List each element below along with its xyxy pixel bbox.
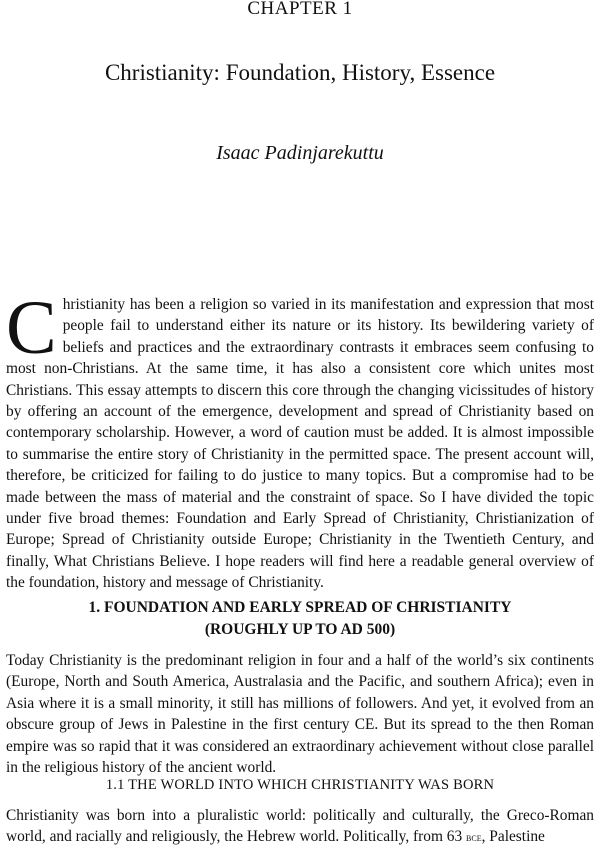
subsection-heading: 1.1 THE WORLD INTO WHICH CHRISTIANITY WAS BORN <box>105 777 495 793</box>
era-abbreviation: bce <box>466 830 482 845</box>
chapter-title: Christianity: Foundation, History, Essence <box>104 60 496 85</box>
subsection-paragraph <box>6 805 594 849</box>
intro-paragraph <box>6 286 594 594</box>
section-heading <box>0 597 600 641</box>
subsection-text-part2: , Palestine <box>481 828 545 846</box>
section-heading-line1: 1. FOUNDATION AND EARLY SPREAD OF CHRISTIANITY <box>88 599 512 616</box>
intro-text: hristianity has been a religion so varied in its manifestation and expression that most people fail to understand either its nature or its history. Its bewildering variety of beliefs and practices and the extraordinary contrasts it embraces seem confusing to most non-Christians. At the same time, it has also a consistent core which unites most Christians. This essay attempts to discern this core through the changing vicissitudes of history by offering an account of the emergence, development and spread of Christianity based on contemporary scholarship. However, a word of caution must be added. It is almost impossible to summarise the entire story of Christianity in the permitted space. The present account will, therefore, be criticized for failing to do justice to many topics. But a compromise had to be made between the mass of material and the constraint of space. So I have divided the topic under five broad themes: Foundation and Early Spread of Christianity, Christianization of Europe; Spread of Christianity outside Europe; Christianity in the Twentieth Century, and finally, What Christians Believe. I hope readers will find here a readable general overview of the foundation, history and message of Christianity. <box>6 296 594 592</box>
subsection-text-part1: Christianity was born into a pluralistic world: politically and culturally, the Greco-Roman world, and racially and religiously, the Hebrew world. Politically, from 63 <box>6 807 594 846</box>
author-name: Isaac Padinjarekuttu <box>216 142 384 164</box>
drop-cap: C <box>6 286 57 370</box>
section-paragraph <box>6 650 594 778</box>
section-text: Today Christianity is the predominant religion in four and a half of the world’s six continents (Europe, North and South America, Australasia and the Pacific, and southern Africa); even in Asia where it is a small minority, it still has millions of followers. And yet, it evolved from an obscure group of Jews in Palestine in the first century CE. But its spread to the then Roman empire was so rapid that it was considered an extraordinary achievement without close parallel in the religious history of the ancient world. <box>6 652 594 777</box>
section-heading-line2: (ROUGHLY UP TO AD 500) <box>204 621 396 638</box>
chapter-label: CHAPTER 1 <box>247 0 353 19</box>
